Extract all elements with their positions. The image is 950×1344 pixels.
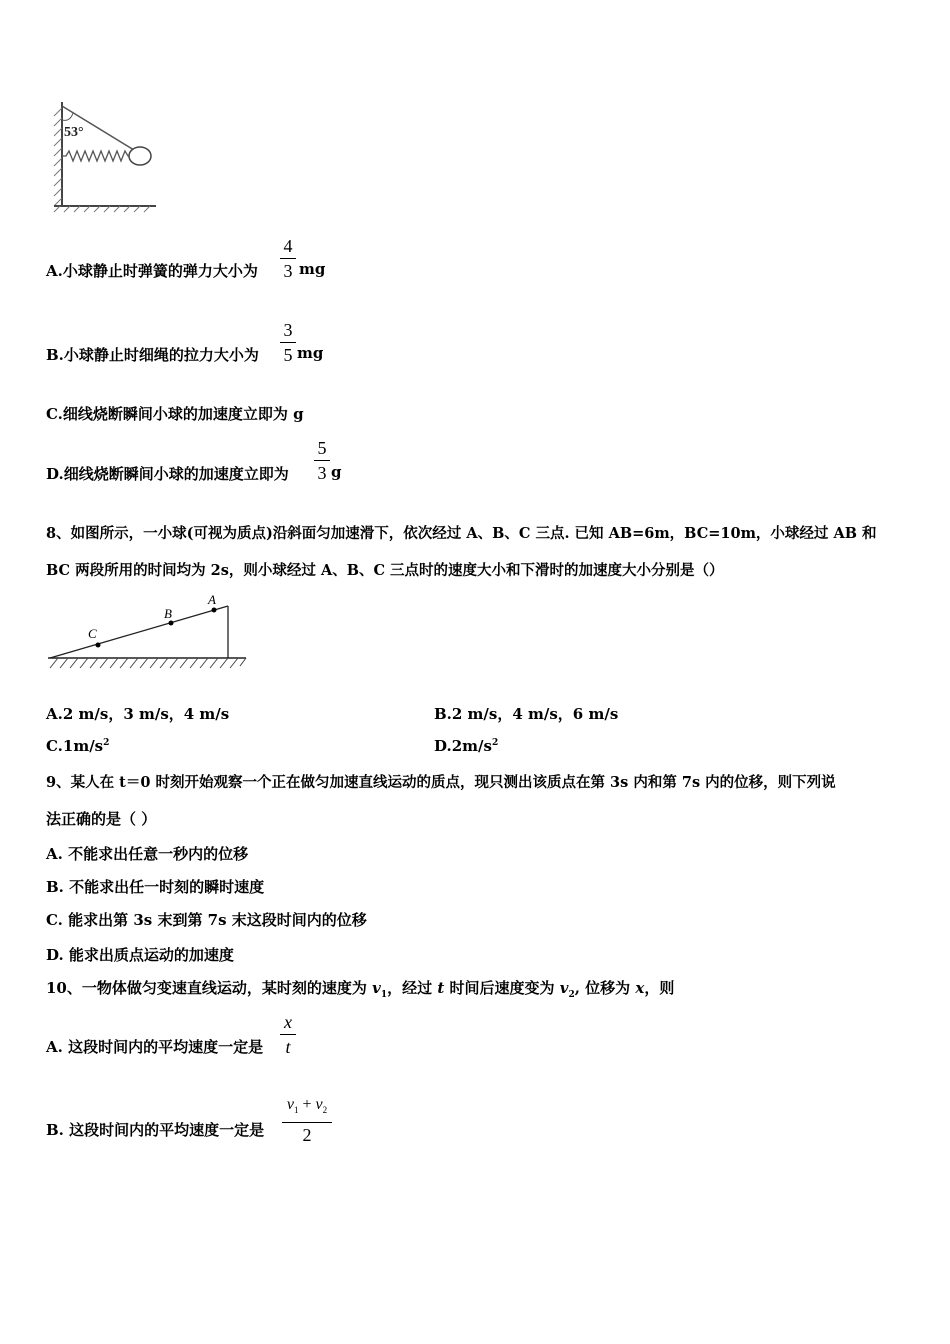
q9-option-b[interactable]: B. 不能求出任一时刻的瞬时速度 xyxy=(46,878,265,896)
q7-option-b-text: B.小球静止时细绳的拉力大小为 xyxy=(46,346,259,364)
q8-option-c[interactable]: $C.1m/s^2$ xyxy=(46,737,110,755)
q10-option-b-text: B. 这段时间内的平均速度一定是 xyxy=(46,1121,265,1139)
q7-option-a-fraction: 4 3 xyxy=(280,236,296,281)
q10-option-b-fraction: $v_1 + v_2$ 2 xyxy=(282,1095,332,1145)
q8-stem-line1: 8、如图所示，一小球(可视为质点)沿斜面匀加速滑下，依次经过 A、B、C 三点. 已知 AB=6m，BC=10m，小球经过 AB 和 xyxy=(46,525,877,542)
q7-option-a[interactable] xyxy=(46,260,258,281)
q8-label-c: C xyxy=(88,626,97,641)
q8-option-a[interactable]: A.2 m/s，3 m/s，4 m/s xyxy=(46,705,230,723)
q8-option-b[interactable]: B.2 m/s，4 m/s，6 m/s xyxy=(434,705,619,723)
q8-option-d[interactable]: $D.2m/s^2$ xyxy=(434,737,499,755)
q8-point-b xyxy=(169,621,174,626)
q8-point-a xyxy=(212,608,217,613)
q9-stem-line2: 法正确的是（ ） xyxy=(46,810,157,828)
q7-option-d-unit: g xyxy=(331,463,342,481)
q9-stem-line1: 9、某人在 t＝0 时刻开始观察一个正在做匀加速直线运动的质点，现只测出该质点在第 3s 内和第 7s 内的位移，则下列说 xyxy=(46,774,836,791)
q10-option-b[interactable] xyxy=(46,1119,264,1140)
q7-option-b[interactable] xyxy=(46,344,259,365)
q8-label-a: A xyxy=(208,592,216,607)
q7-option-a-text: A.小球静止时弹簧的弹力大小为 xyxy=(46,262,258,280)
q10-option-a[interactable] xyxy=(46,1036,263,1057)
q8-label-b: B xyxy=(164,606,172,621)
q8-incline-figure xyxy=(44,590,254,672)
q7-option-b-fraction: 3 5 xyxy=(280,320,296,365)
q10-stem: 10、一物体做匀变速直线运动，某时刻的速度为 $v_1$，经过 t 时间后速度变为 $v_2$, 位移为 x，则 xyxy=(46,979,675,1000)
q7-option-a-unit: mg xyxy=(299,260,326,278)
q7-figure xyxy=(40,98,170,214)
q7-option-d[interactable] xyxy=(46,463,289,484)
ball-icon xyxy=(129,147,151,165)
q9-option-a[interactable]: A. 不能求出任意一秒内的位移 xyxy=(46,845,249,863)
q10-option-a-fraction: x t xyxy=(280,1012,296,1057)
q7-option-b-unit: mg xyxy=(297,344,324,362)
q7-option-d-text: D.细线烧断瞬间小球的加速度立即为 xyxy=(46,465,289,483)
q9-option-d[interactable]: D. 能求出质点运动的加速度 xyxy=(46,946,234,964)
q8-point-c xyxy=(96,643,101,648)
q7-option-d-fraction: 5 3 xyxy=(314,438,330,483)
q9-option-c[interactable]: C. 能求出第 3s 末到第 7s 末这段时间内的位移 xyxy=(46,911,367,929)
q10-option-a-text: A. 这段时间内的平均速度一定是 xyxy=(46,1038,264,1056)
q8-stem-line2: BC 两段所用的时间均为 2s，则小球经过 A、B、C 三点时的速度大小和下滑时的加速度大小分别是（） xyxy=(46,562,724,579)
q7-angle-label: 53° xyxy=(64,125,84,140)
q7-option-c[interactable]: C.细线烧断瞬间小球的加速度立即为 g xyxy=(46,405,304,423)
